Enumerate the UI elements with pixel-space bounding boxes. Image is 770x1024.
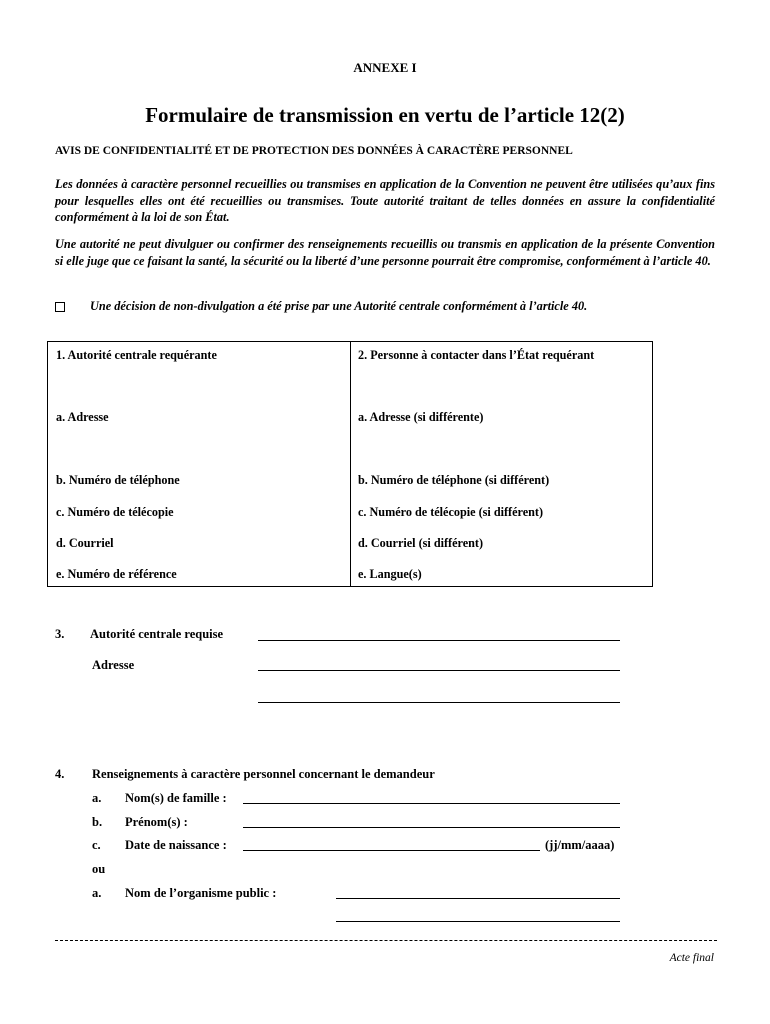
section3-number: 3. [55,627,65,641]
dob-format-hint: (jj/mm/aaaa) [545,838,615,852]
contact-person-phone: b. Numéro de téléphone (si différent) [358,473,550,487]
item-b-letter: b. [92,815,103,829]
contact-person-email: d. Courriel (si différent) [358,536,484,550]
contact-person-heading: 2. Personne à contacter dans l’État requérant [358,348,595,362]
requesting-authority-phone: b. Numéro de téléphone [56,473,180,487]
item-c-letter: c. [92,838,101,852]
family-name-field[interactable] [243,803,620,804]
non-disclosure-paragraph: Une autorité ne peut divulguer ou confirmer des renseignements recueillis ou transmis en application de la présente Convention si elle juge que ce faisant la santé, la sécurité ou la liberté d’une personne pourrait être compromise, conformément à l’article 40. [55,237,715,268]
item-a2-letter: a. [92,886,102,900]
authority-contact-table [47,341,653,587]
footer-separator [55,940,717,941]
form-title: Formulaire de transmission en vertu de l’article 12(2) [145,103,625,127]
or-separator: ou [92,862,106,876]
non-disclosure-checkbox-label: Une décision de non-divulgation a été prise par une Autorité centrale conformément à l’article 40. [90,299,588,313]
requesting-authority-reference: e. Numéro de référence [56,567,177,581]
requested-authority-label: Autorité centrale requise [90,627,224,641]
requesting-authority-heading: 1. Autorité centrale requérante [56,348,217,362]
requesting-authority-fax: c. Numéro de télécopie [56,505,174,519]
item-a-letter: a. [92,791,102,805]
first-name-field[interactable] [243,827,620,828]
public-body-label: Nom de l’organisme public : [125,886,277,900]
requested-authority-address-field-2[interactable] [258,702,620,703]
dob-label: Date de naissance : [125,838,227,852]
footer-label: Acte final [669,952,714,964]
table-column-divider [350,342,351,586]
contact-person-fax: c. Numéro de télécopie (si différent) [358,505,544,519]
family-name-label: Nom(s) de famille : [125,791,227,805]
section4-number: 4. [55,767,65,781]
public-body-field[interactable] [336,898,620,899]
dob-field[interactable] [243,850,540,851]
requesting-authority-address: a. Adresse [56,410,109,424]
public-body-field-2[interactable] [336,921,620,922]
confidentiality-paragraph: Les données à caractère personnel recueillies ou transmises en application de la Convention ne peuvent être utilisées qu’aux fins pour lesquelles elles ont été recueillies ou transmises. Toute autorité traitant de telles données en assure la confidentialité conformément à la loi de son État. [55,177,715,224]
annex-label: ANNEXE I [353,60,417,75]
non-disclosure-checkbox[interactable] [55,302,65,312]
requested-authority-address-label: Adresse [92,658,135,672]
applicant-info-heading: Renseignements à caractère personnel concernant le demandeur [92,767,435,781]
contact-person-language: e. Langue(s) [358,567,422,581]
notice-heading: AVIS DE CONFIDENTIALITÉ ET DE PROTECTION DES DONNÉES À CARACTÈRE PERSONNEL [55,145,573,157]
first-name-label: Prénom(s) : [125,815,188,829]
requested-authority-address-field[interactable] [258,670,620,671]
requesting-authority-email: d. Courriel [56,536,114,550]
contact-person-address: a. Adresse (si différente) [358,410,484,424]
requested-authority-field[interactable] [258,640,620,641]
